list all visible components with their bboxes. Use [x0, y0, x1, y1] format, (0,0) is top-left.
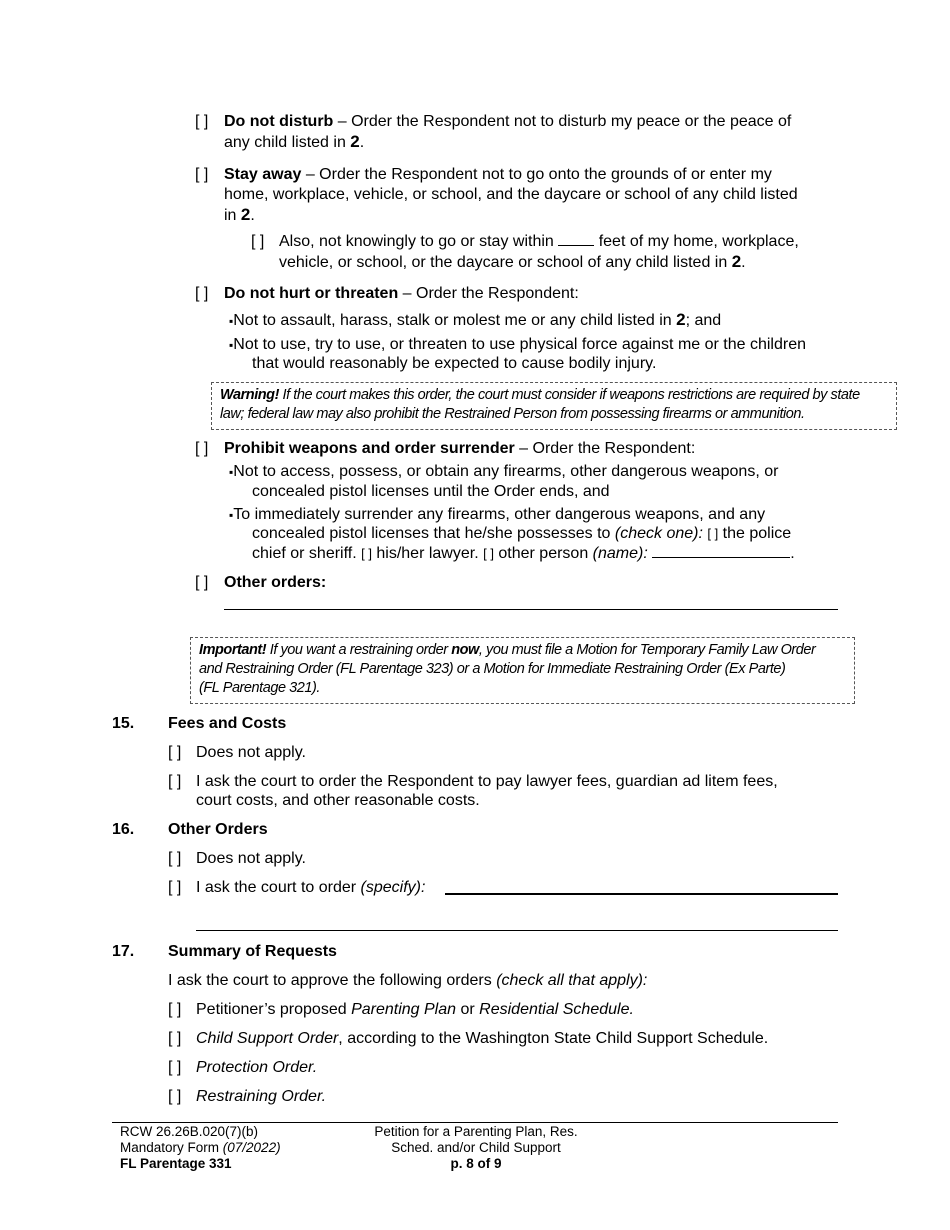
do-not-disturb-text-2: any child listed in: [224, 134, 351, 151]
bullet-text-2: concealed pistol licenses that he/she possesses to: [252, 525, 615, 542]
bullet-text: Not to access, possess, or obtain any firearms, other dangerous weapons, or: [233, 463, 779, 480]
punct: .: [741, 254, 746, 271]
weapons-bullet-1: [229, 462, 778, 482]
specify-line-2[interactable]: [196, 930, 838, 931]
stay-away-text-3: in: [224, 207, 241, 224]
section-ref: 2: [731, 252, 742, 271]
summary-parenting-plan: [196, 1000, 634, 1020]
do-not-disturb-text: – Order the Respondent not to disturb my peace or the peace of: [333, 113, 792, 130]
checkbox-protection-order[interactable]: [ ]: [168, 1059, 182, 1076]
footer-mandatory-text: Mandatory Form: [120, 1140, 223, 1155]
section-15-title: Fees and Costs: [168, 715, 287, 732]
checkbox-other-person[interactable]: [ ]: [483, 546, 494, 561]
fees-does-not-apply: Does not apply.: [196, 744, 306, 761]
fees-request-line-1: I ask the court to order the Respondent to pay lawyer fees, guardian ad litem fees,: [196, 773, 778, 790]
bullet-text-2: concealed pistol licenses until the Order ends, and: [252, 483, 610, 500]
bullet-text: Not to use, try to use, or threaten to use physical force against me or the children: [233, 336, 807, 353]
do-not-hurt-bullet-2: [229, 335, 806, 355]
warning-line-1: If the court makes this order, the court must consider if weapons restrictions are required by state: [278, 387, 860, 403]
item-text-2: or: [456, 1001, 480, 1018]
prohibit-weapons-text: – Order the Respondent:: [514, 440, 696, 457]
footer-rule: [112, 1122, 838, 1123]
important-note: [190, 637, 855, 704]
checkbox-stay-away-also[interactable]: [ ]: [251, 233, 265, 250]
summary-intro-italic: (check all that apply):: [496, 972, 648, 989]
item-italic-2: Residential Schedule.: [479, 1001, 634, 1018]
checkbox-other-orders[interactable]: [ ]: [195, 574, 209, 591]
other-request-text: I ask the court to order: [196, 879, 361, 896]
name-label: (name):: [592, 545, 648, 562]
checkbox-stay-away[interactable]: [ ]: [195, 166, 209, 183]
prohibit-weapons-title: Prohibit weapons and order surrender: [224, 440, 515, 457]
punct: .: [790, 545, 795, 562]
checkbox-police[interactable]: [ ]: [707, 526, 719, 541]
warning-note: [211, 382, 897, 430]
bullet-text: Not to assault, harass, stalk or molest me or any child listed in: [233, 312, 677, 329]
item-italic: Child Support Order: [196, 1030, 339, 1047]
bullet-text-end: ; and: [685, 312, 722, 329]
bullet-icon: ▪: [229, 465, 234, 479]
footer-rcw: RCW 26.26B.020(7)(b): [120, 1124, 259, 1139]
other-person-label: other person: [493, 545, 593, 562]
checkbox-do-not-hurt[interactable]: [ ]: [195, 285, 209, 302]
stay-away-item: [224, 165, 854, 226]
stay-away-title: Stay away: [224, 166, 302, 183]
check-one-label: (check one):: [614, 525, 703, 542]
stay-away-text: – Order the Respondent not to go onto the grounds of or enter my: [301, 166, 772, 183]
punct: .: [359, 134, 365, 151]
also-text-2: feet of my home, workplace,: [594, 233, 799, 250]
other-orders-title: Other orders:: [224, 574, 327, 591]
item-text: , according to the Washington State Child Support Schedule.: [338, 1030, 769, 1047]
do-not-disturb-item: [224, 112, 844, 153]
punct: .: [250, 207, 255, 224]
bullet-text-2: that would reasonably be expected to cause bodily injury.: [252, 355, 657, 372]
also-text-3: vehicle, or school, or the daycare or school of any child listed in: [279, 254, 732, 271]
do-not-hurt-title: Do not hurt or threaten: [224, 285, 399, 302]
specify-line[interactable]: [445, 893, 838, 895]
weapons-bullet-2-cont: [252, 524, 791, 544]
item-italic: Parenting Plan: [351, 1001, 457, 1018]
section-16-number: 16.: [112, 821, 135, 838]
checkbox-lawyer[interactable]: [ ]: [361, 546, 372, 561]
footer-title-2: Sched. and/or Child Support: [391, 1140, 561, 1155]
item-text: Petitioner’s proposed: [196, 1001, 352, 1018]
footer-title-1: Petition for a Parenting Plan, Res.: [374, 1124, 578, 1139]
also-text: Also, not knowingly to go or stay within: [279, 233, 559, 250]
footer-left: [120, 1124, 281, 1172]
chief-label: chief or sheriff.: [252, 545, 362, 562]
important-now: now: [451, 642, 479, 658]
do-not-hurt-bullet-2-cont: [252, 354, 656, 374]
police-label: the police: [718, 525, 792, 542]
other-request: [196, 878, 425, 898]
stay-away-also-item: [279, 232, 859, 273]
name-blank[interactable]: [652, 557, 790, 558]
checkbox-other-request[interactable]: [ ]: [168, 879, 182, 896]
summary-intro-text: I ask the court to approve the following orders: [168, 972, 497, 989]
summary-protection-order: Protection Order.: [196, 1059, 318, 1076]
section-15-number: 15.: [112, 715, 135, 732]
fees-request-cont: [196, 791, 480, 811]
weapons-bullet-2: [229, 505, 765, 525]
do-not-hurt-bullet-1: [229, 310, 721, 331]
checkbox-prohibit-weapons[interactable]: [ ]: [195, 440, 209, 457]
checkbox-parenting-plan[interactable]: [ ]: [168, 1001, 182, 1018]
footer-date: (07/2022): [222, 1140, 281, 1155]
do-not-hurt-item: [224, 284, 579, 304]
checkbox-child-support[interactable]: [ ]: [168, 1030, 182, 1047]
footer-page: p. 8 of 9: [450, 1156, 502, 1171]
bullet-icon: ▪: [229, 508, 234, 522]
checkbox-fees-does-not-apply[interactable]: [ ]: [168, 744, 182, 761]
section-17-title: Summary of Requests: [168, 943, 337, 960]
checkbox-do-not-disturb[interactable]: [ ]: [195, 113, 209, 130]
specify-label: (specify):: [360, 879, 426, 896]
important-label: Important!: [199, 642, 267, 658]
section-17-number: 17.: [112, 943, 135, 960]
summary-restraining-order: Restraining Order.: [196, 1088, 327, 1105]
important-line-1: If you want a restraining order: [266, 642, 452, 658]
weapons-bullet-2-cont-2: [252, 544, 795, 564]
important-line-1b: , you must file a Motion for Temporary Family Law Order: [478, 642, 816, 658]
fees-request: [196, 772, 836, 792]
checkbox-fees-request[interactable]: [ ]: [168, 773, 182, 790]
footer-form-id: FL Parentage 331: [120, 1156, 232, 1171]
warning-label: Warning!: [220, 387, 279, 403]
fees-request-line-2: court costs, and other reasonable costs.: [196, 792, 480, 809]
bullet-text: To immediately surrender any firearms, other dangerous weapons, and any: [233, 506, 766, 523]
section-ref: 2: [676, 310, 686, 329]
bullet-icon: ▪: [229, 314, 234, 328]
feet-blank[interactable]: [558, 245, 594, 246]
checkbox-restraining-order[interactable]: [ ]: [168, 1088, 182, 1105]
other-does-not-apply: Does not apply.: [196, 850, 306, 867]
section-16-title: Other Orders: [168, 821, 268, 838]
summary-child-support: [196, 1029, 768, 1049]
other-orders-line[interactable]: [224, 609, 838, 610]
lawyer-label: his/her lawyer.: [371, 545, 484, 562]
bullet-icon: ▪: [229, 338, 234, 352]
prohibit-weapons-item: [224, 439, 695, 459]
weapons-bullet-1-cont: [252, 482, 610, 502]
stay-away-text-2: home, workplace, vehicle, or school, and the daycare or school of any child listed: [224, 186, 798, 203]
checkbox-other-does-not-apply[interactable]: [ ]: [168, 850, 182, 867]
do-not-disturb-title: Do not disturb: [224, 113, 334, 130]
summary-intro: [168, 971, 647, 991]
important-line-2: and Restraining Order (FL Parentage 323) or a Motion for Immediate Restraining Order (Ex Parte): [199, 661, 786, 677]
do-not-hurt-text: – Order the Respondent:: [398, 285, 579, 302]
section-ref: 2: [350, 132, 360, 151]
section-ref: 2: [240, 205, 251, 224]
important-line-3: (FL Parentage 321).: [199, 680, 320, 696]
warning-line-2: law; federal law may also prohibit the Restrained Person from possessing firearms or ammunition.: [220, 406, 805, 422]
footer-center: [366, 1124, 586, 1172]
footer-mandatory: [120, 1140, 281, 1156]
